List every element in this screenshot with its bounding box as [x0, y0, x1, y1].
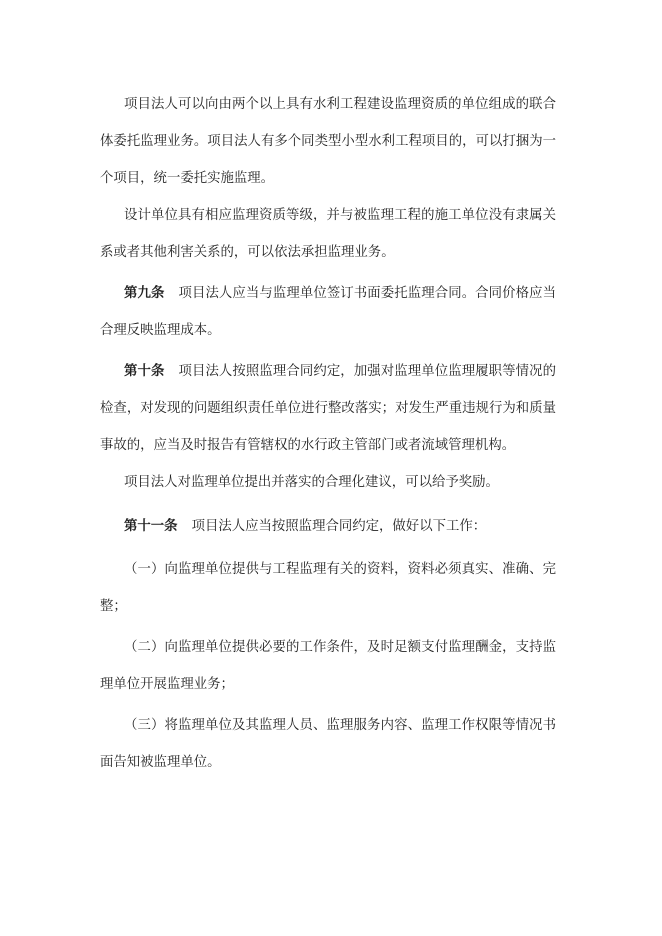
paragraph-reward	[100, 464, 556, 501]
article-9	[100, 275, 556, 349]
article-10	[100, 353, 556, 464]
article-number: 第九条	[124, 286, 165, 301]
article-11	[100, 508, 556, 545]
paragraph-text: 项目法人对监理单位提出并落实的合理化建议，可以给予奖励。	[124, 475, 499, 490]
paragraph-text: （一）向监理单位提供与工程监理有关的资料，资料必须真实、准确、完整；	[100, 562, 556, 614]
paragraph-design-unit	[100, 197, 556, 271]
paragraph-text: （二）向监理单位提供必要的工作条件，及时足额支付监理酬金，支持监理单位开展监理业务；	[100, 640, 556, 692]
paragraph-text: 设计单位具有相应监理资质等级，并与被监理工程的施工单位没有隶属关系或者其他利害关系的，可以依法承担监理业务。	[100, 208, 556, 260]
paragraph-text: 项目法人应当与监理单位签订书面委托监理合同。合同价格应当合理反映监理成本。	[100, 286, 557, 338]
paragraph-text: 项目法人应当按照监理合同约定，做好以下工作：	[191, 519, 487, 534]
paragraph-joint-entrustment	[100, 86, 556, 197]
list-item-3	[100, 707, 556, 781]
list-item-1	[100, 551, 556, 625]
paragraph-text: （三）将监理单位及其监理人员、监理服务内容、监理工作权限等情况书面告知被监理单位。	[100, 718, 556, 770]
paragraph-text: 项目法人按照监理合同约定，加强对监理单位监理履职等情况的检查，对发现的问题组织责任单位进行整改落实；对发生严重违规行为和质量事故的，应当及时报告有管辖权的水行政主管部门或者流域管理机构。	[100, 364, 557, 453]
list-item-2	[100, 629, 556, 703]
article-number: 第十条	[124, 364, 165, 379]
paragraph-text: 项目法人可以向由两个以上具有水利工程建设监理资质的单位组成的联合体委托监理业务。项目法人有多个同类型小型水利工程项目的，可以打捆为一个项目，统一委托实施监理。	[100, 97, 556, 186]
article-number: 第十一条	[124, 519, 178, 534]
